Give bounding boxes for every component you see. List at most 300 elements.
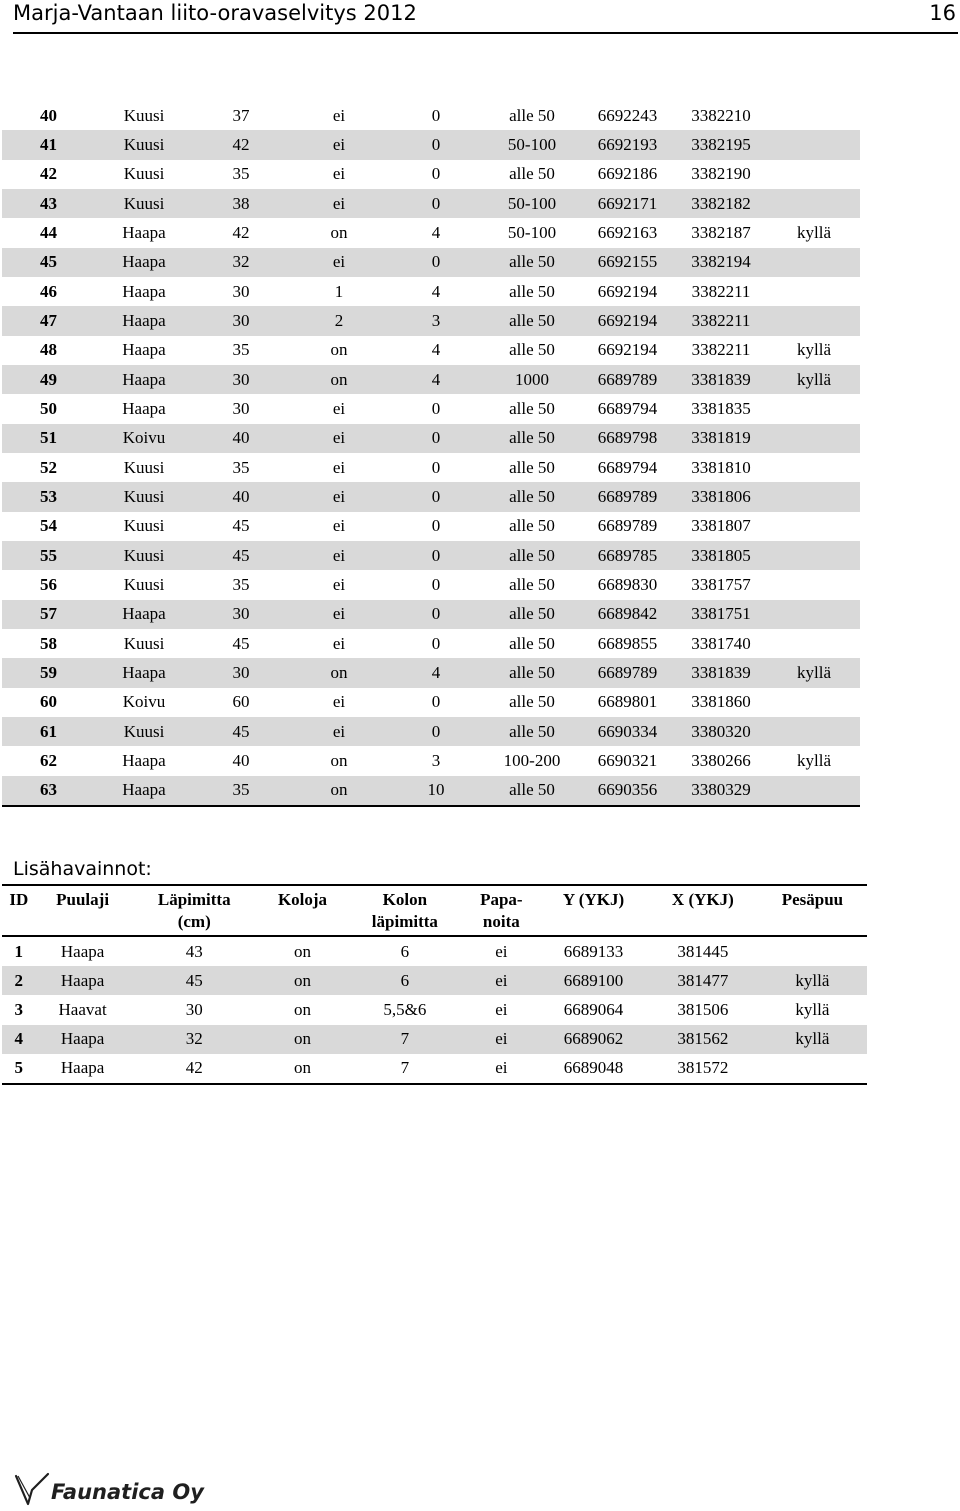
table-cell: ei (332, 633, 346, 653)
table-cell: 6 (346, 966, 463, 995)
table-cell: Haapa (95, 306, 193, 335)
logo-text: Faunatica Oy (51, 1480, 204, 1504)
table-cell: 62 (40, 750, 57, 770)
table-cell: alle 50 (509, 692, 555, 712)
table-cell: 0 (431, 574, 441, 594)
table-cell: Haapa (60, 941, 105, 961)
table-cell: 40 (40, 105, 57, 125)
table-cell: alle 50 (509, 164, 555, 184)
table-cell: 55 (2, 541, 95, 570)
table-cell: Haapa (95, 248, 193, 277)
table-cell: ei (332, 516, 346, 536)
table-row (2, 966, 867, 995)
table-cell: 6689855 (597, 633, 658, 653)
table-cell: ei (495, 999, 508, 1019)
table-cell: 51 (2, 424, 95, 453)
table-cell: 45 (193, 717, 289, 746)
table-cell: 6689801 (597, 692, 658, 712)
table-cell: alle 50 (509, 633, 555, 653)
table-cell: alle 50 (483, 600, 581, 629)
table-cell: on (259, 1025, 346, 1054)
column-header (259, 885, 346, 936)
table-cell: alle 50 (483, 658, 581, 687)
table-cell: 6692243 (597, 105, 658, 125)
table-cell: 30 (193, 658, 289, 687)
table-cell: kyllä (768, 658, 860, 687)
table-cell: on (330, 750, 348, 770)
table-row (2, 101, 860, 130)
table-cell: Kuusi (123, 516, 165, 536)
column-header-line: Koloja (277, 890, 328, 909)
table-row (2, 277, 860, 306)
column-header-line: noita (482, 912, 520, 931)
table-cell: Kuusi (123, 574, 165, 594)
page-number: 16 (929, 1, 956, 25)
table-cell: 3380320 (674, 717, 768, 746)
table-cell: 0 (431, 457, 441, 477)
table-cell: 0 (431, 516, 441, 536)
table-cell (768, 482, 860, 511)
table-cell: 63 (2, 776, 95, 806)
table-cell: ei (289, 541, 389, 570)
table-cell (768, 541, 860, 570)
table-cell: 3382194 (674, 248, 768, 277)
table-cell: Haapa (95, 600, 193, 629)
table-cell: 6689048 (539, 1054, 648, 1084)
table-cell: 2 (2, 966, 36, 995)
table-cell: 35 (193, 776, 289, 806)
table-cell: 48 (40, 340, 57, 360)
table-cell: alle 50 (483, 248, 581, 277)
table-cell: on (289, 658, 389, 687)
table-cell: 37 (232, 105, 250, 125)
column-header-line: Pesäpuu (781, 890, 844, 909)
table-cell: 0 (389, 541, 483, 570)
table-cell: 3382211 (674, 306, 768, 335)
column-header-line: läpimitta (371, 912, 438, 931)
table-cell: alle 50 (483, 717, 581, 746)
table-row (2, 936, 867, 966)
table-cell: on (259, 966, 346, 995)
column-header (346, 885, 463, 936)
table-cell: 3381810 (691, 457, 751, 477)
table-cell: 35 (232, 340, 250, 360)
table-cell (768, 248, 860, 277)
table-cell: 10 (389, 776, 483, 806)
table-cell: Haapa (36, 966, 130, 995)
table-cell: 6689798 (581, 424, 674, 453)
table-cell: alle 50 (509, 281, 555, 301)
table-cell: ei (332, 692, 346, 712)
table-cell: alle 50 (509, 516, 555, 536)
table-cell: 381445 (677, 941, 729, 961)
table-row (2, 658, 860, 687)
table-cell: 38 (193, 189, 289, 218)
column-header-line: Papa- (480, 890, 523, 909)
table-cell: on (293, 941, 311, 961)
table-cell (768, 160, 860, 189)
table-cell: ei (332, 457, 346, 477)
table-cell: 4 (431, 222, 441, 242)
table-cell: Kuusi (123, 633, 165, 653)
table-cell: 6690321 (597, 750, 658, 770)
table-row (2, 365, 860, 394)
table-cell: 30 (193, 365, 289, 394)
table-cell: 1 (334, 281, 344, 301)
table-cell: 381562 (648, 1025, 758, 1054)
table-cell: Haapa (122, 398, 166, 418)
table-cell: 6 (400, 941, 410, 961)
table-cell: 3382211 (691, 340, 751, 360)
table-cell: on (289, 776, 389, 806)
table-cell: 0 (431, 164, 441, 184)
table-cell: 6689789 (581, 365, 674, 394)
table-cell: 0 (431, 398, 441, 418)
table-cell: 6692186 (597, 164, 658, 184)
table-row (2, 130, 860, 159)
table-cell: 3382187 (691, 222, 751, 242)
table-cell: 35 (232, 574, 250, 594)
column-header-line: Kolon (382, 890, 428, 909)
table-cell: kyllä (797, 340, 831, 360)
table-cell: 50 (40, 398, 57, 418)
header-row (2, 885, 867, 936)
table-row (2, 717, 860, 746)
table-cell: 35 (232, 457, 250, 477)
table-cell: 0 (389, 189, 483, 218)
table-row (2, 189, 860, 218)
table-cell: 3381819 (674, 424, 768, 453)
table-cell: 6689789 (581, 482, 674, 511)
table-cell: alle 50 (509, 398, 555, 418)
table-cell: ei (289, 424, 389, 453)
column-header-line: Y (YKJ) (562, 890, 625, 909)
table-cell: ei (332, 105, 346, 125)
table-cell (768, 776, 860, 806)
table-cell: Haapa (95, 776, 193, 806)
table-cell: Haapa (122, 750, 166, 770)
table-cell: Kuusi (95, 541, 193, 570)
table-cell: 45 (232, 633, 250, 653)
table-cell: 4 (389, 365, 483, 394)
table-cell: 30 (193, 306, 289, 335)
table-cell: alle 50 (483, 776, 581, 806)
table-cell: 6689062 (539, 1025, 648, 1054)
table-cell: 6689785 (581, 541, 674, 570)
table-cell: 32 (193, 248, 289, 277)
table-cell: Haapa (36, 1025, 130, 1054)
table-cell: 3381740 (691, 633, 751, 653)
table-cell: 100-200 (503, 750, 561, 770)
table-row (2, 482, 860, 511)
table-cell: 0 (389, 424, 483, 453)
table-cell: 6692155 (581, 248, 674, 277)
table-cell: alle 50 (483, 541, 581, 570)
table-cell: 42 (232, 222, 250, 242)
table-cell: alle 50 (509, 340, 555, 360)
table-cell: 2 (289, 306, 389, 335)
table-cell: 0 (389, 130, 483, 159)
table-cell: 49 (2, 365, 95, 394)
table-cell: 3382210 (691, 105, 751, 125)
table-cell: 30 (185, 999, 203, 1019)
table-cell: 40 (193, 424, 289, 453)
additional-observations-heading: Lisähavainnot: (13, 858, 152, 880)
table-cell: kyllä (758, 1025, 867, 1054)
table-cell: Koivu (122, 692, 166, 712)
table-cell: ei (289, 482, 389, 511)
table-cell: 6692171 (581, 189, 674, 218)
table-cell: 7 (346, 1054, 463, 1084)
table-cell: ei (289, 248, 389, 277)
table-cell (768, 453, 860, 482)
table-row (2, 995, 867, 1024)
column-header (464, 885, 540, 936)
table-cell: ei (289, 189, 389, 218)
table-cell: 47 (2, 306, 95, 335)
bird-logo-icon (14, 1470, 50, 1506)
table-cell: 40 (193, 482, 289, 511)
table-cell: ei (464, 966, 540, 995)
table-cell: Kuusi (95, 189, 193, 218)
table-cell: Haapa (122, 340, 166, 360)
table-cell: 6689842 (581, 600, 674, 629)
table-cell: 3382211 (691, 281, 751, 301)
table-cell: kyllä (797, 750, 831, 770)
table-cell: 45 (2, 248, 95, 277)
table-cell: ei (332, 398, 346, 418)
table-cell: 56 (40, 574, 57, 594)
table-cell: 46 (40, 281, 57, 301)
table-cell: 1000 (483, 365, 581, 394)
table-row (2, 160, 860, 189)
table-cell: Kuusi (95, 717, 193, 746)
table-cell: 6690356 (581, 776, 674, 806)
table-cell: 32 (130, 1025, 259, 1054)
table-cell: 45 (232, 516, 250, 536)
column-header-line: X (YKJ) (671, 890, 734, 909)
table-cell: 57 (2, 600, 95, 629)
column-header-line: Puulaji (56, 890, 110, 909)
table-cell: Kuusi (95, 130, 193, 159)
table-cell: 6689133 (563, 941, 624, 961)
column-header (648, 885, 758, 936)
table-cell: 3380266 (691, 750, 751, 770)
table-cell: 3381860 (691, 692, 751, 712)
table-cell: 3381751 (674, 600, 768, 629)
table-cell: 6689789 (597, 516, 658, 536)
column-header (130, 885, 259, 936)
table-cell (768, 629, 860, 658)
table-cell (768, 394, 860, 423)
page-header (13, 0, 958, 34)
table-cell (768, 277, 860, 306)
table-row (2, 248, 860, 277)
table-cell: 3 (389, 306, 483, 335)
table-cell: 50-100 (483, 189, 581, 218)
table-cell: Haavat (58, 999, 107, 1019)
table-cell: 6692163 (597, 222, 658, 242)
faunatica-logo (14, 1470, 214, 1506)
table-cell: 6692194 (597, 281, 658, 301)
table-cell: on (330, 222, 348, 242)
table-cell: 3382195 (674, 130, 768, 159)
table-row (2, 629, 860, 658)
table-cell: 0 (389, 248, 483, 277)
table-cell: 4 (389, 658, 483, 687)
table-cell: 6690334 (581, 717, 674, 746)
table-cell: 6689830 (597, 574, 658, 594)
table-cell: ei (289, 600, 389, 629)
table-cell (768, 512, 860, 541)
table-cell: alle 50 (483, 424, 581, 453)
table-row (2, 453, 860, 482)
table-row (2, 336, 860, 365)
table-cell: alle 50 (509, 574, 555, 594)
table-cell: Haapa (122, 222, 166, 242)
table-cell: kyllä (768, 365, 860, 394)
table-cell: Kuusi (123, 105, 165, 125)
column-header-line: Läpimitta (157, 890, 231, 909)
table-cell: kyllä (797, 222, 831, 242)
table-cell (768, 189, 860, 218)
table-cell: 6689100 (539, 966, 648, 995)
table-cell: 61 (2, 717, 95, 746)
table-cell: 381477 (648, 966, 758, 995)
table-cell: ei (332, 574, 346, 594)
column-header-line: ID (9, 890, 29, 909)
table-cell: 6689794 (597, 398, 658, 418)
table-cell: 4 (431, 281, 441, 301)
table-row (2, 1025, 867, 1054)
table-cell: 6689794 (597, 457, 658, 477)
table-cell: 0 (431, 633, 441, 653)
table-cell: 3381805 (674, 541, 768, 570)
table-cell: Koivu (95, 424, 193, 453)
document-title: Marja-Vantaan liito-oravaselvitys 2012 (13, 1, 417, 25)
table-row (2, 746, 860, 775)
table-cell: 45 (130, 966, 259, 995)
table-row (2, 218, 860, 247)
table-row (2, 306, 860, 335)
table-cell: 6689789 (581, 658, 674, 687)
table-cell: alle 50 (483, 306, 581, 335)
table-cell: ei (332, 164, 346, 184)
table-row (2, 394, 860, 423)
table-cell: 40 (232, 750, 250, 770)
table-cell: 381506 (677, 999, 729, 1019)
observation-table (2, 101, 860, 807)
table-cell: 52 (40, 457, 57, 477)
table-row (2, 688, 860, 717)
table-cell: 3381807 (691, 516, 751, 536)
column-header (36, 885, 130, 936)
table-cell (768, 306, 860, 335)
table-cell (768, 101, 860, 130)
table-cell: on (289, 365, 389, 394)
table-cell: 4 (431, 340, 441, 360)
table-cell: Haapa (95, 365, 193, 394)
table-cell: 30 (193, 600, 289, 629)
table-cell: 3 (431, 750, 441, 770)
table-cell: 43 (2, 189, 95, 218)
table-cell: 3381835 (691, 398, 751, 418)
table-cell: 6689064 (563, 999, 624, 1019)
table-cell: kyllä (795, 999, 830, 1019)
table-cell: 54 (40, 516, 57, 536)
table-cell: 3381839 (674, 365, 768, 394)
table-cell: ei (464, 1054, 540, 1084)
column-header (758, 885, 867, 936)
table-cell: 42 (40, 164, 57, 184)
table-cell: 3381839 (674, 658, 768, 687)
table-cell: 0 (389, 600, 483, 629)
table-row (2, 776, 860, 806)
table-cell: 1 (14, 941, 24, 961)
table-row (2, 1054, 867, 1084)
table-cell: 60 (40, 692, 57, 712)
column-header-line: (cm) (177, 912, 211, 931)
table-cell: 30 (232, 281, 250, 301)
table-cell: 6692193 (581, 130, 674, 159)
table-cell: 30 (232, 398, 250, 418)
table-cell: 0 (389, 482, 483, 511)
table-cell: ei (464, 1025, 540, 1054)
table-cell (758, 936, 867, 966)
table-cell (768, 570, 860, 599)
table-cell: 4 (2, 1025, 36, 1054)
table-cell: 35 (232, 164, 250, 184)
table-cell: ei (289, 130, 389, 159)
table-cell: on (259, 1054, 346, 1084)
table-cell: ei (289, 717, 389, 746)
table-cell: kyllä (758, 966, 867, 995)
table-cell: 6692194 (597, 340, 658, 360)
table-cell: 50-100 (483, 130, 581, 159)
table-cell: 7 (346, 1025, 463, 1054)
table-cell: 59 (2, 658, 95, 687)
table-cell: Haapa (122, 281, 166, 301)
table-cell: 3381757 (691, 574, 751, 594)
table-cell: 3382190 (691, 164, 751, 184)
table-cell: 3381806 (674, 482, 768, 511)
column-header (2, 885, 36, 936)
table-cell (758, 1054, 867, 1084)
table-cell: 5,5&6 (383, 999, 427, 1019)
table-cell: 3382182 (674, 189, 768, 218)
table-cell (768, 130, 860, 159)
table-cell: 50-100 (507, 222, 557, 242)
table-cell (768, 424, 860, 453)
table-row (2, 541, 860, 570)
table-cell (768, 688, 860, 717)
table-cell: 5 (2, 1054, 36, 1084)
table-cell: 381572 (648, 1054, 758, 1084)
table-cell: on (330, 340, 348, 360)
table-cell: ei (495, 941, 508, 961)
table-row (2, 570, 860, 599)
table-cell: 42 (193, 130, 289, 159)
table-row (2, 424, 860, 453)
table-cell: 45 (193, 541, 289, 570)
table-cell: 60 (232, 692, 250, 712)
table-cell: 0 (389, 717, 483, 746)
table-cell: 42 (130, 1054, 259, 1084)
table-cell: 3 (14, 999, 24, 1019)
table-cell: alle 50 (483, 482, 581, 511)
table-cell: 0 (431, 692, 441, 712)
table-cell: 44 (40, 222, 57, 242)
